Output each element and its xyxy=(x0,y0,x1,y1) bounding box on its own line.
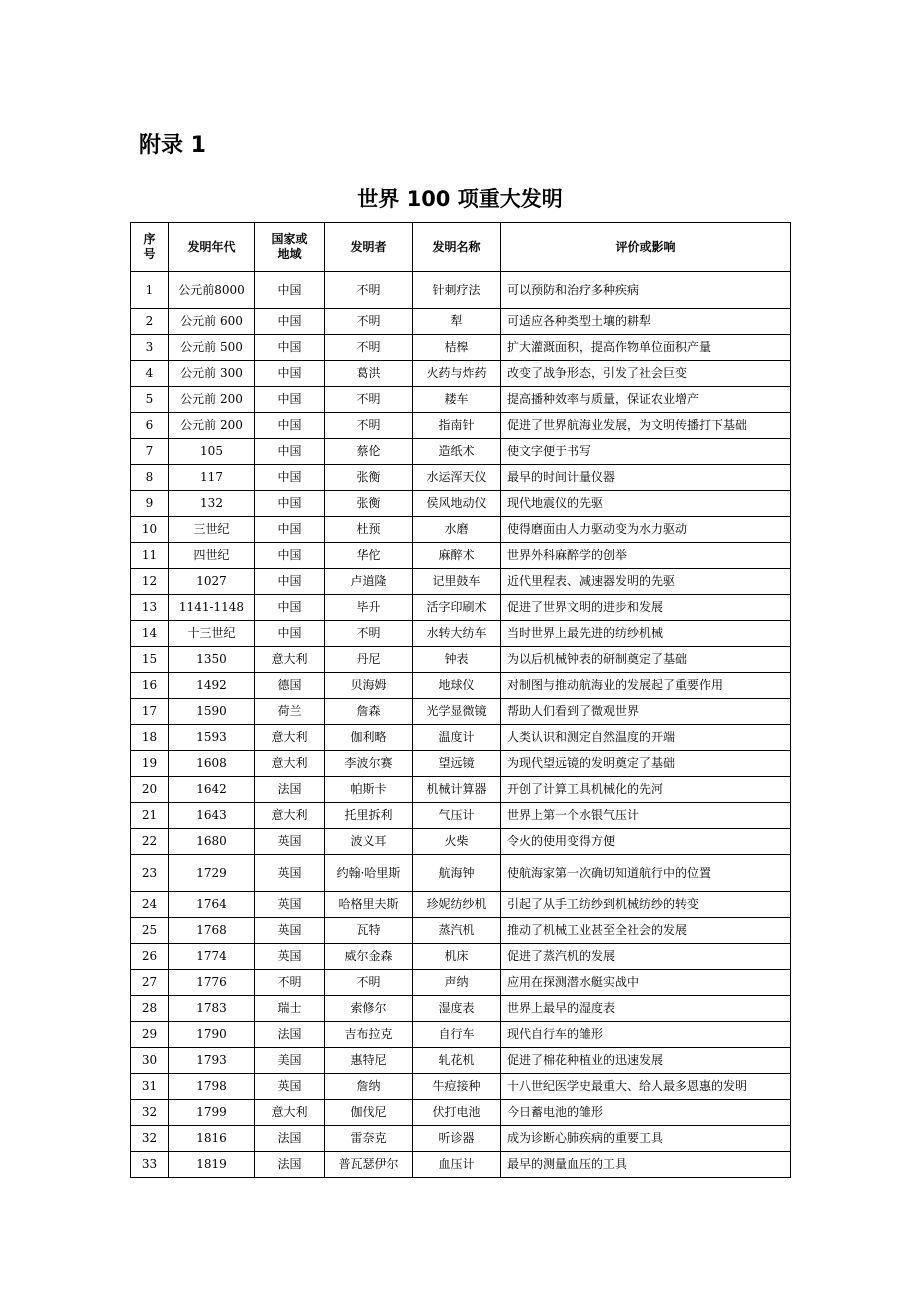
cell-name: 火药与炸药 xyxy=(413,361,501,387)
cell-impact: 推动了机械工业甚至全社会的发展 xyxy=(501,918,791,944)
cell-impact: 为现代望远镜的发明奠定了基础 xyxy=(501,751,791,777)
cell-impact: 最早的测量血压的工具 xyxy=(501,1152,791,1178)
cell-name: 航海钟 xyxy=(413,855,501,892)
cell-year: 三世纪 xyxy=(169,517,255,543)
table-body xyxy=(131,272,791,1178)
cell-country: 法国 xyxy=(255,777,325,803)
cell-name: 犁 xyxy=(413,309,501,335)
cell-inventor: 哈格里夫斯 xyxy=(325,892,413,918)
cell-inventor: 伽伐尼 xyxy=(325,1100,413,1126)
cell-impact: 引起了从手工纺纱到机械纺纱的转变 xyxy=(501,892,791,918)
table-row xyxy=(131,361,791,387)
cell-impact: 使文字便于书写 xyxy=(501,439,791,465)
cell-country: 意大利 xyxy=(255,803,325,829)
cell-no: 26 xyxy=(131,944,169,970)
cell-country: 荷兰 xyxy=(255,699,325,725)
page-title: 世界 100 项重大发明 xyxy=(357,187,563,211)
cell-inventor: 贝海姆 xyxy=(325,673,413,699)
cell-year: 1816 xyxy=(169,1126,255,1152)
table-row xyxy=(131,829,791,855)
cell-country: 法国 xyxy=(255,1022,325,1048)
cell-inventor: 不明 xyxy=(325,309,413,335)
cell-year: 十三世纪 xyxy=(169,621,255,647)
cell-inventor: 托里拆利 xyxy=(325,803,413,829)
cell-impact: 当时世界上最先进的纺纱机械 xyxy=(501,621,791,647)
cell-inventor: 普瓦瑟伊尔 xyxy=(325,1152,413,1178)
header-impact: 评价或影响 xyxy=(501,223,791,272)
cell-name: 水磨 xyxy=(413,517,501,543)
cell-inventor: 雷奈克 xyxy=(325,1126,413,1152)
cell-name: 血压计 xyxy=(413,1152,501,1178)
cell-country: 中国 xyxy=(255,309,325,335)
cell-inventor: 波义耳 xyxy=(325,829,413,855)
cell-year: 公元前 600 xyxy=(169,309,255,335)
cell-year: 132 xyxy=(169,491,255,517)
cell-country: 法国 xyxy=(255,1152,325,1178)
table-row xyxy=(131,647,791,673)
cell-name: 蒸汽机 xyxy=(413,918,501,944)
cell-inventor: 约翰·哈里斯 xyxy=(325,855,413,892)
cell-year: 1819 xyxy=(169,1152,255,1178)
cell-name: 耧车 xyxy=(413,387,501,413)
cell-impact: 应用在探测潜水艇实战中 xyxy=(501,970,791,996)
cell-country: 德国 xyxy=(255,673,325,699)
table-row xyxy=(131,387,791,413)
cell-no: 5 xyxy=(131,387,169,413)
table-row xyxy=(131,595,791,621)
table-row xyxy=(131,944,791,970)
cell-country: 英国 xyxy=(255,1074,325,1100)
cell-country: 英国 xyxy=(255,918,325,944)
cell-no: 12 xyxy=(131,569,169,595)
cell-country: 中国 xyxy=(255,543,325,569)
cell-inventor: 毕升 xyxy=(325,595,413,621)
cell-impact: 最早的时间计量仪器 xyxy=(501,465,791,491)
cell-name: 桔槔 xyxy=(413,335,501,361)
cell-impact: 促进了棉花种植业的迅速发展 xyxy=(501,1048,791,1074)
cell-inventor: 华佗 xyxy=(325,543,413,569)
cell-inventor: 蔡伦 xyxy=(325,439,413,465)
cell-no: 18 xyxy=(131,725,169,751)
cell-country: 美国 xyxy=(255,1048,325,1074)
cell-country: 中国 xyxy=(255,517,325,543)
cell-inventor: 卢道隆 xyxy=(325,569,413,595)
cell-year: 1593 xyxy=(169,725,255,751)
cell-no: 11 xyxy=(131,543,169,569)
cell-inventor: 葛洪 xyxy=(325,361,413,387)
cell-no: 20 xyxy=(131,777,169,803)
cell-year: 1793 xyxy=(169,1048,255,1074)
table-header-row xyxy=(131,223,791,272)
cell-year: 1642 xyxy=(169,777,255,803)
cell-impact: 使航海家第一次确切知道航行中的位置 xyxy=(501,855,791,892)
cell-name: 轧花机 xyxy=(413,1048,501,1074)
cell-name: 机械计算器 xyxy=(413,777,501,803)
cell-name: 湿度表 xyxy=(413,996,501,1022)
cell-inventor: 瓦特 xyxy=(325,918,413,944)
table-row xyxy=(131,970,791,996)
cell-year: 1798 xyxy=(169,1074,255,1100)
cell-name: 指南针 xyxy=(413,413,501,439)
table-row xyxy=(131,1152,791,1178)
cell-country: 中国 xyxy=(255,335,325,361)
cell-year: 公元前 200 xyxy=(169,413,255,439)
cell-impact: 改变了战争形态，引发了社会巨变 xyxy=(501,361,791,387)
cell-name: 望远镜 xyxy=(413,751,501,777)
cell-impact: 开创了计算工具机械化的先河 xyxy=(501,777,791,803)
cell-inventor: 丹尼 xyxy=(325,647,413,673)
cell-year: 1643 xyxy=(169,803,255,829)
cell-year: 1776 xyxy=(169,970,255,996)
cell-country: 法国 xyxy=(255,1126,325,1152)
cell-no: 7 xyxy=(131,439,169,465)
cell-name: 珍妮纺纱机 xyxy=(413,892,501,918)
cell-inventor: 不明 xyxy=(325,272,413,309)
cell-country: 意大利 xyxy=(255,751,325,777)
cell-country: 意大利 xyxy=(255,1100,325,1126)
cell-year: 1492 xyxy=(169,673,255,699)
cell-impact: 世界上第一个水银气压计 xyxy=(501,803,791,829)
cell-year: 四世纪 xyxy=(169,543,255,569)
cell-name: 自行车 xyxy=(413,1022,501,1048)
cell-country: 英国 xyxy=(255,944,325,970)
cell-year: 公元前 500 xyxy=(169,335,255,361)
cell-impact: 今日蓄电池的雏形 xyxy=(501,1100,791,1126)
table-row xyxy=(131,803,791,829)
table-row xyxy=(131,335,791,361)
cell-inventor: 张衡 xyxy=(325,491,413,517)
cell-country: 中国 xyxy=(255,465,325,491)
cell-country: 不明 xyxy=(255,970,325,996)
cell-no: 15 xyxy=(131,647,169,673)
cell-year: 公元前8000 xyxy=(169,272,255,309)
table-row xyxy=(131,413,791,439)
cell-name: 听诊器 xyxy=(413,1126,501,1152)
cell-no: 24 xyxy=(131,892,169,918)
cell-year: 1764 xyxy=(169,892,255,918)
table-row xyxy=(131,751,791,777)
cell-name: 牛痘接种 xyxy=(413,1074,501,1100)
cell-inventor: 索修尔 xyxy=(325,996,413,1022)
cell-no: 31 xyxy=(131,1074,169,1100)
cell-impact: 帮助人们看到了微观世界 xyxy=(501,699,791,725)
header-inventor: 发明者 xyxy=(325,223,413,272)
cell-country: 中国 xyxy=(255,595,325,621)
table-row xyxy=(131,1100,791,1126)
inventions-table xyxy=(130,222,791,1178)
cell-no: 22 xyxy=(131,829,169,855)
cell-country: 中国 xyxy=(255,569,325,595)
table-row xyxy=(131,673,791,699)
table-row xyxy=(131,621,791,647)
cell-name: 活字印刷术 xyxy=(413,595,501,621)
cell-inventor: 不明 xyxy=(325,970,413,996)
cell-year: 1027 xyxy=(169,569,255,595)
cell-impact: 人类认识和测定自然温度的开端 xyxy=(501,725,791,751)
cell-inventor: 不明 xyxy=(325,413,413,439)
cell-year: 1590 xyxy=(169,699,255,725)
cell-impact: 为以后机械钟表的研制奠定了基础 xyxy=(501,647,791,673)
cell-inventor: 帕斯卡 xyxy=(325,777,413,803)
cell-impact: 现代地震仪的先驱 xyxy=(501,491,791,517)
cell-impact: 扩大灌溉面积，提高作物单位面积产量 xyxy=(501,335,791,361)
cell-name: 声纳 xyxy=(413,970,501,996)
cell-name: 光学显微镜 xyxy=(413,699,501,725)
cell-country: 中国 xyxy=(255,621,325,647)
cell-inventor: 惠特尼 xyxy=(325,1048,413,1074)
cell-country: 中国 xyxy=(255,413,325,439)
table-row xyxy=(131,1022,791,1048)
cell-year: 1608 xyxy=(169,751,255,777)
cell-inventor: 吉布拉克 xyxy=(325,1022,413,1048)
table-row xyxy=(131,309,791,335)
table-row xyxy=(131,491,791,517)
table-row xyxy=(131,892,791,918)
cell-country: 中国 xyxy=(255,439,325,465)
cell-country: 中国 xyxy=(255,491,325,517)
cell-name: 火柴 xyxy=(413,829,501,855)
cell-impact: 现代自行车的雏形 xyxy=(501,1022,791,1048)
cell-impact: 近代里程表、减速器发明的先驱 xyxy=(501,569,791,595)
cell-inventor: 詹森 xyxy=(325,699,413,725)
cell-impact: 对制图与推动航海业的发展起了重要作用 xyxy=(501,673,791,699)
table-row xyxy=(131,517,791,543)
cell-impact: 世界外科麻醉学的创举 xyxy=(501,543,791,569)
cell-no: 16 xyxy=(131,673,169,699)
cell-impact: 成为诊断心肺疾病的重要工具 xyxy=(501,1126,791,1152)
cell-no: 3 xyxy=(131,335,169,361)
cell-no: 4 xyxy=(131,361,169,387)
table-row xyxy=(131,918,791,944)
header-no: 序号 xyxy=(131,223,169,272)
cell-year: 105 xyxy=(169,439,255,465)
cell-name: 机床 xyxy=(413,944,501,970)
cell-name: 麻醉术 xyxy=(413,543,501,569)
cell-year: 1680 xyxy=(169,829,255,855)
cell-no: 19 xyxy=(131,751,169,777)
table-row xyxy=(131,272,791,309)
cell-country: 中国 xyxy=(255,387,325,413)
cell-no: 30 xyxy=(131,1048,169,1074)
cell-country: 英国 xyxy=(255,829,325,855)
cell-no: 1 xyxy=(131,272,169,309)
cell-country: 意大利 xyxy=(255,647,325,673)
cell-impact: 可适应各种类型土壤的耕犁 xyxy=(501,309,791,335)
cell-name: 地球仪 xyxy=(413,673,501,699)
table-row xyxy=(131,777,791,803)
cell-impact: 十八世纪医学史最重大、给人最多恩惠的发明 xyxy=(501,1074,791,1100)
cell-name: 针刺疗法 xyxy=(413,272,501,309)
table-row xyxy=(131,439,791,465)
cell-name: 水转大纺车 xyxy=(413,621,501,647)
cell-no: 29 xyxy=(131,1022,169,1048)
cell-year: 1768 xyxy=(169,918,255,944)
cell-name: 造纸术 xyxy=(413,439,501,465)
cell-name: 伏打电池 xyxy=(413,1100,501,1126)
table-row xyxy=(131,465,791,491)
table-row xyxy=(131,855,791,892)
cell-inventor: 威尔金森 xyxy=(325,944,413,970)
cell-name: 温度计 xyxy=(413,725,501,751)
cell-country: 中国 xyxy=(255,272,325,309)
table-row xyxy=(131,1048,791,1074)
table-row xyxy=(131,996,791,1022)
cell-no: 25 xyxy=(131,918,169,944)
table-row xyxy=(131,569,791,595)
cell-name: 记里鼓车 xyxy=(413,569,501,595)
cell-country: 英国 xyxy=(255,892,325,918)
cell-impact: 提高播种效率与质量，保证农业增产 xyxy=(501,387,791,413)
table-row xyxy=(131,1126,791,1152)
cell-inventor: 不明 xyxy=(325,335,413,361)
cell-no: 32 xyxy=(131,1126,169,1152)
cell-impact: 促进了世界航海业发展，为文明传播打下基础 xyxy=(501,413,791,439)
cell-no: 2 xyxy=(131,309,169,335)
cell-inventor: 伽利略 xyxy=(325,725,413,751)
cell-inventor: 不明 xyxy=(325,387,413,413)
cell-inventor: 李波尔赛 xyxy=(325,751,413,777)
cell-no: 32 xyxy=(131,1100,169,1126)
cell-no: 27 xyxy=(131,970,169,996)
header-name: 发明名称 xyxy=(413,223,501,272)
cell-inventor: 不明 xyxy=(325,621,413,647)
cell-year: 公元前 200 xyxy=(169,387,255,413)
cell-year: 117 xyxy=(169,465,255,491)
cell-impact: 令火的使用变得方便 xyxy=(501,829,791,855)
cell-no: 33 xyxy=(131,1152,169,1178)
cell-impact: 世界上最早的湿度表 xyxy=(501,996,791,1022)
cell-impact: 使得磨面由人力驱动变为水力驱动 xyxy=(501,517,791,543)
cell-year: 1141-1148 xyxy=(169,595,255,621)
cell-country: 意大利 xyxy=(255,725,325,751)
cell-year: 1774 xyxy=(169,944,255,970)
cell-year: 公元前 300 xyxy=(169,361,255,387)
cell-impact: 促进了世界文明的进步和发展 xyxy=(501,595,791,621)
cell-no: 9 xyxy=(131,491,169,517)
cell-year: 1350 xyxy=(169,647,255,673)
cell-impact: 促进了蒸汽机的发展 xyxy=(501,944,791,970)
cell-inventor: 张衡 xyxy=(325,465,413,491)
cell-no: 6 xyxy=(131,413,169,439)
table-row xyxy=(131,699,791,725)
cell-no: 13 xyxy=(131,595,169,621)
cell-name: 气压计 xyxy=(413,803,501,829)
cell-inventor: 詹纳 xyxy=(325,1074,413,1100)
cell-impact: 可以预防和治疗多种疾病 xyxy=(501,272,791,309)
table-row xyxy=(131,725,791,751)
cell-no: 8 xyxy=(131,465,169,491)
cell-name: 水运浑天仪 xyxy=(413,465,501,491)
cell-no: 21 xyxy=(131,803,169,829)
table-row xyxy=(131,1074,791,1100)
cell-year: 1790 xyxy=(169,1022,255,1048)
cell-year: 1783 xyxy=(169,996,255,1022)
cell-country: 瑞士 xyxy=(255,996,325,1022)
cell-year: 1729 xyxy=(169,855,255,892)
header-country: 国家或地域 xyxy=(255,223,325,272)
cell-no: 23 xyxy=(131,855,169,892)
cell-country: 英国 xyxy=(255,855,325,892)
cell-name: 钟表 xyxy=(413,647,501,673)
table-row xyxy=(131,543,791,569)
header-year: 发明年代 xyxy=(169,223,255,272)
cell-no: 17 xyxy=(131,699,169,725)
cell-no: 28 xyxy=(131,996,169,1022)
cell-no: 14 xyxy=(131,621,169,647)
cell-no: 10 xyxy=(131,517,169,543)
cell-name: 侯风地动仪 xyxy=(413,491,501,517)
cell-country: 中国 xyxy=(255,361,325,387)
appendix-label: 附录 1 xyxy=(139,133,206,158)
cell-year: 1799 xyxy=(169,1100,255,1126)
cell-inventor: 杜预 xyxy=(325,517,413,543)
